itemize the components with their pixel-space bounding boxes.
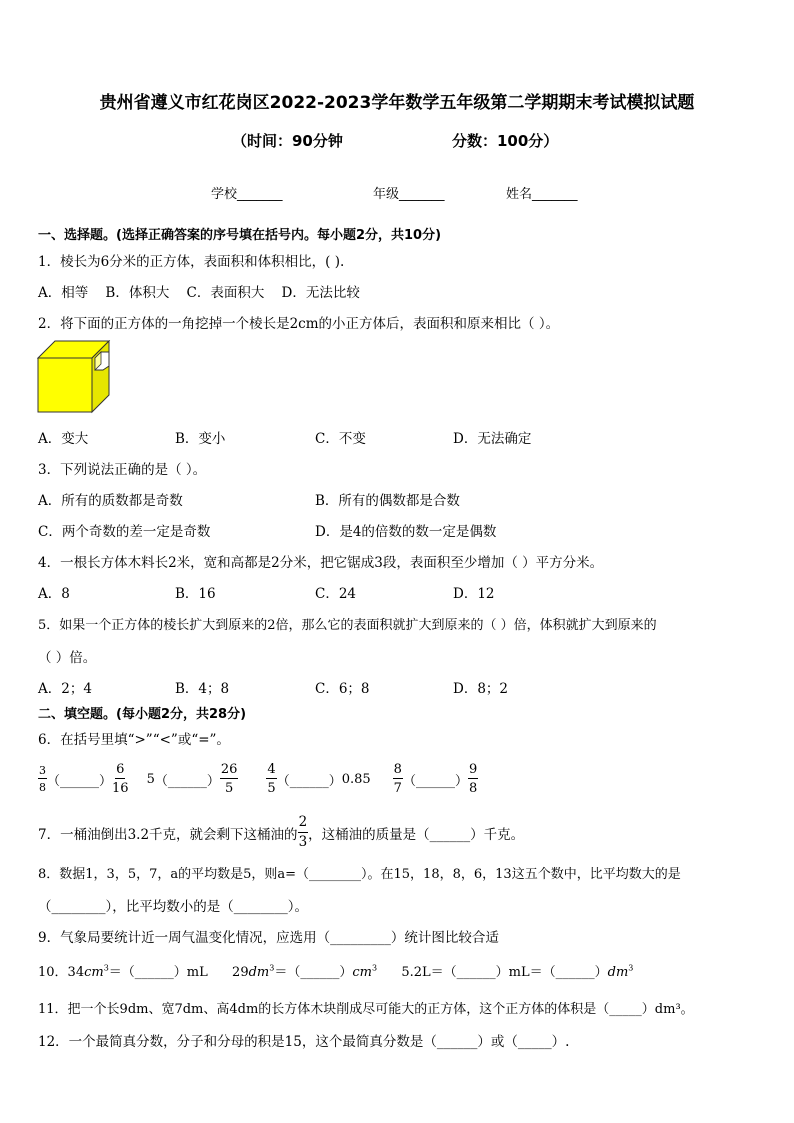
section2-heading: 二、填空题。(每小题2分，共28分)	[38, 707, 247, 722]
cube-icon	[37, 340, 112, 414]
fraction: $\frac{8}{7}$	[393, 762, 402, 796]
q10-line: 10．$34cm^3=(\_\_\_\_\_\_)mL$ $29dm^3=(\_\_\_\_\_\_)cm^3$ $5.2L=(\_\_\_\_\_\_)mL=(\_\_\_\_\_\_)dm^3$	[38, 963, 634, 980]
q7-text-pre: 7．一桶油倒出3.2千克，就会剩下这桶油的	[38, 826, 298, 843]
school-field: 学校_______	[211, 187, 283, 202]
q3-option-a: A．所有的质数都是奇数	[38, 493, 183, 509]
q8-text-line1: 8．数据1，3，5，7，a的平均数是5，则a=（________）。在15，18，8，6，13这五个数中，比平均数大的是	[38, 867, 681, 882]
q2-option-a: A．变大	[38, 431, 89, 447]
q2-option-d: D．无法确定	[453, 431, 532, 447]
fraction: $\frac{9}{8}$	[468, 762, 478, 796]
fraction: $\frac{6}{16}$	[112, 762, 129, 796]
q1-text: 1．棱长为6分米的正方体，表面积和体积相比，( ).	[38, 254, 345, 270]
section1-heading: 一、选择题。(选择正确答案的序号填在括号内。每小题2分，共10分)	[38, 228, 442, 243]
fraction: $\frac{3}{8}$	[39, 764, 46, 794]
q5-option-b: B．4；8	[175, 681, 230, 697]
exam-time: （时间：90分钟	[232, 132, 343, 150]
q12-text: 12．一个最简真分数，分子和分母的积是15，这个最简真分数是（______）或（_____）.	[38, 1034, 570, 1050]
q4-option-d: D．12	[453, 586, 495, 602]
answer-blank[interactable]: （______）	[276, 773, 342, 789]
q5-option-c: C．6；8	[315, 681, 370, 697]
q5-option-d: D．8；2	[453, 681, 509, 697]
q3-option-d: D．是4的倍数的数一定是偶数	[315, 524, 497, 540]
answer-blank[interactable]: （______）	[154, 773, 220, 789]
q4-text: 4．一根长方体木料长2米，宽和高都是2分米，把它锯成3段，表面积至少增加（ ）平方分米。	[38, 555, 604, 571]
q9-text: 9．气象局要统计近一周气温变化情况，应选用（_________）统计图比较合适	[38, 930, 499, 946]
q1-options: A．相等 B．体积大 C．表面积大 D．无法比较	[38, 285, 360, 301]
q7-text-post: ，这桶油的质量是（______）千克。	[308, 826, 525, 843]
q5-option-a: A．2；4	[38, 681, 92, 697]
q11-text: 11．把一个长9dm、宽7dm、高4dm的长方体木块削成尽可能大的正方体，这个正方体的体积是（_____）dm³。	[38, 1002, 694, 1017]
q5-text-line2: （ ）倍。	[38, 650, 97, 666]
q3-option-c: C．两个奇数的差一定是奇数	[38, 524, 211, 540]
q4-option-c: C．24	[315, 586, 357, 602]
q7-line	[38, 816, 524, 849]
number: 5	[146, 771, 155, 787]
exam-title: 贵州省遵义市红花岗区2022-2023学年数学五年级第二学期期末考试模拟试题	[99, 93, 695, 113]
q4-option-a: A．8	[38, 586, 70, 602]
q4-option-b: B．16	[175, 586, 216, 602]
grade-field: 年级_______	[373, 187, 445, 202]
answer-blank[interactable]: （______）	[47, 773, 113, 789]
q5-text-line1: 5．如果一个正方体的棱长扩大到原来的2倍，那么它的表面积就扩大到原来的（ ）倍，体积就扩大到原来的	[38, 618, 657, 633]
q8-text-line2: （________），比平均数小的是（________）。	[38, 899, 308, 915]
number: 0.85	[341, 771, 371, 787]
fraction: $\frac{4}{5}$	[267, 762, 276, 796]
q3-text: 3．下列说法正确的是（ ）。	[38, 462, 207, 478]
q2-text: 2．将下面的正方体的一角挖掉一个棱长是2cm的小正方体后，表面积和原来相比（ ）。	[38, 316, 560, 332]
q2-option-c: C．不变	[315, 431, 366, 447]
exam-score: 分数：100分）	[452, 132, 559, 150]
fraction: $\frac{26}{5}$	[220, 762, 238, 796]
name-field: 姓名_______	[506, 187, 578, 202]
q2-option-b: B．变小	[175, 431, 226, 447]
q6-text: 6．在括号里填“>”“<”或“=”。	[38, 732, 230, 748]
fraction: $\frac{2}{3}$	[298, 814, 308, 850]
q3-option-b: B．所有的偶数都是合数	[315, 493, 460, 509]
q6-comparisons	[38, 763, 478, 795]
answer-blank[interactable]: （______）	[402, 773, 468, 789]
